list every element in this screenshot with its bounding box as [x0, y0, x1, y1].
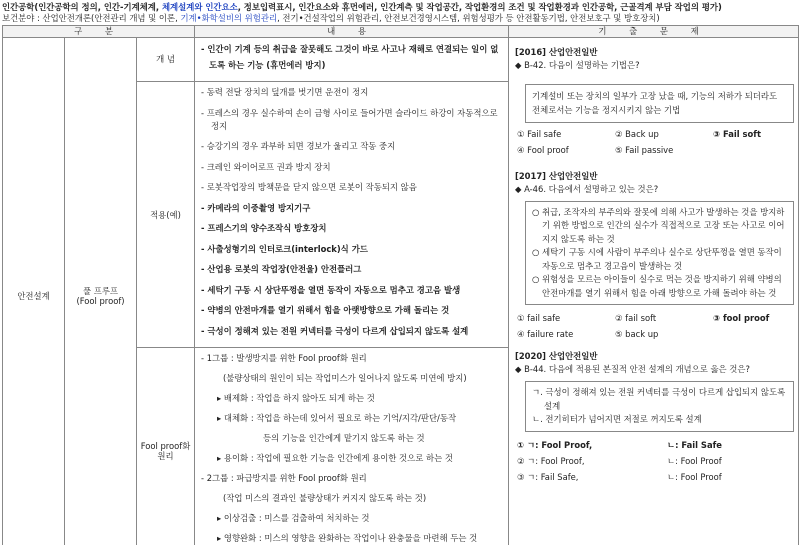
question-statement: ㄴ. 전기히터가 넘어지면 저절로 꺼지도록 설계: [532, 414, 702, 425]
answer-option: ④ failure rate: [517, 329, 574, 340]
exam-q1-year: [2016] 산업안전일반: [515, 47, 598, 57]
exam-q2-options: [517, 313, 794, 339]
example-item: - 크레인 와이어로프 권과 방지 장치: [201, 161, 331, 172]
answer-option-part: ㄴ: Fool Proof: [667, 471, 722, 482]
exam-q2-year: [2017] 산업안전일반: [515, 170, 598, 181]
example-item: - 산업용 로봇의 작업장(안전울) 안전플러그: [201, 264, 362, 275]
exam-q1-box: 기계설비 또는 장치의 일부가 고장 났을 때, 기능의 저하가 되더라도 전체로서는 기능을 정지시키지 않는 기법: [525, 84, 794, 123]
question-statement: ○ 세탁기 구동 시에 사람이 부주의나 실수로 상단뚜껑을 열면 동작이 자동으로 멈추고 경고음이 발생하는 것: [532, 247, 782, 271]
example-item: - 극성이 정해져 있는 전원 커넥터를 극성이 다르게 삽입되지 않도록 설계: [201, 325, 469, 336]
subcategory-name: 풀 프루프: [82, 286, 119, 297]
example-item: - 로봇작업장의 방책문을 닫지 않으면 로봇이 작동되지 않음: [201, 182, 417, 193]
exam-q3-year: [2020] 산업안전일반: [515, 351, 598, 362]
example-item: - 세탁기 구동 시 상단뚜껑을 열면 동작이 자동으로 멈추고 경고음 발생: [201, 284, 461, 295]
example-item: - 사출성형기의 인터로크(interlock)식 가드: [201, 243, 368, 254]
answer-option: ① ㄱ: Fool Proof,: [517, 439, 593, 450]
exam-q2-box: [525, 201, 794, 305]
header-line-2: 보건분야 : 산업안전개론(안전관리 개념 및 이론, 기계•화학설비의 위험관리, 전기•건설작업의 위험관리, 안전보건경영시스템, 위험성평가 등 안전활동기법, 안전보호구 및 방호장치): [2, 13, 660, 23]
answer-option: ⑤ Fail passive: [615, 144, 674, 155]
col-header-gubun: 구 분: [3, 26, 195, 38]
example-item: - 동력 전달 장치의 덮개를 벗기면 운전이 정지: [201, 87, 369, 97]
exam-q1-options: [517, 129, 794, 155]
answer-option-part: ㄴ: Fail Safe: [667, 439, 722, 450]
principle-item: ▸ 배제화 : 작업을 하지 않아도 되게 하는 것: [217, 393, 375, 404]
principles-list: [195, 348, 509, 545]
col-header-content: 내 용: [195, 26, 509, 38]
exam-cell: [509, 38, 799, 545]
question-statement: ○ 위험성을 모르는 아이들이 실수로 먹는 것을 방지하기 위해 약병의 안전마개를 열기 위해서 힘을 아래 방향으로 가해 돌려야 하는 것: [532, 274, 782, 298]
answer-option: ③ Fail soft: [713, 128, 761, 139]
question-statement: ○ 취급, 조작자의 부주의와 잘못에 의해 사고가 발생하는 것을 방지하기 위한 방법으로 인간의 실수가 직접적으로 고장 또는 사고로 이어지지 않도록 하는 것: [532, 207, 785, 244]
example-item: - 약병의 안전마개를 열기 위해서 힘을 아랫방향으로 가해 돌리는 것: [201, 305, 450, 316]
answer-option: ⑤ back up: [615, 329, 659, 340]
principle-item: ▸ 용이화 : 작업에 필요한 기능을 인간에게 용이한 것으로 하는 것: [217, 453, 453, 464]
subcategory-cell: [65, 38, 137, 545]
answer-option: ② fail soft: [615, 313, 657, 324]
header-line-1: 인간공학(인간공학의 정의, 인간-기계체계, 체계설계와 인간요소, 정보입력표시, 인간요소와 휴먼에러, 인간계측 및 작업공간, 작업환경의 조건 및 작업환경과 인간공학, 근골격계 부담 작업의 평가): [2, 2, 722, 12]
concept-text: - 인간이 기계 등의 취급을 잘못해도 그것이 바로 사고나 재해로 연결되는 일이 없도록 하는 기능 (휴먼에러 방지): [195, 38, 509, 82]
content-table: [2, 25, 799, 545]
example-item: - 프레스의 경우 실수하여 손이 금형 사이로 들어가면 슬라이드 하강이 자동적으로 정지: [201, 107, 498, 131]
exam-panel: [509, 38, 798, 482]
example-item: - 승강기의 경우 과부하 되면 경보가 울리고 작동 중지: [201, 141, 396, 152]
col-header-exam: 기 출 문 제: [509, 26, 799, 38]
exam-q3-question: ◆ B-44. 다음에 적용된 본질적 안전 설계의 개념으로 옳은 것은?: [515, 364, 750, 375]
examples-list: [195, 82, 509, 348]
answer-option-part: ㄴ: Fool Proof: [667, 455, 722, 466]
principle-item: ▸ 대체화 : 작업을 하는데 있어서 필요로 하는 기억/지각/판단/동작: [217, 413, 457, 424]
subcategory-english: (Fool proof): [76, 296, 125, 307]
answer-option: ② Back up: [615, 128, 659, 139]
exam-q2-question: ◆ A-46. 다음에서 설명하고 있는 것은?: [515, 183, 659, 194]
principle-item: ▸ 영향완화 : 미스의 영향을 완화하는 작업이나 완충물을 마련해 두는 것: [217, 533, 478, 544]
examples-label: 적용(예): [137, 82, 195, 348]
answer-option: ③ ㄱ: Fail Safe,: [517, 471, 579, 482]
answer-option: ③ fool proof: [713, 313, 770, 324]
answer-option: ① fail safe: [517, 313, 561, 324]
answer-option: ② ㄱ: Fool Proof,: [517, 455, 585, 466]
example-item: - 카메라의 이중촬영 방지기구: [201, 202, 311, 213]
exam-q1-question: ◆ B-42. 다음이 설명하는 기법은?: [515, 60, 640, 71]
principle-item: ▸ 이상검출 : 미스를 검출하여 처치하는 것: [217, 513, 370, 524]
group1-desc: (불량상태의 원인이 되는 작업미스가 일어나지 않도록 미연에 방지): [223, 373, 467, 384]
answer-option: ④ Fool proof: [517, 144, 569, 155]
group2-title: - 2그룹 : 파급방지를 위한 Fool proof화 원리: [201, 473, 367, 484]
question-statement: ㄱ. 극성이 정해져 있는 전원 커넥터를 극성이 다르게 삽입되지 않도록 설계: [532, 387, 786, 411]
exam-q3-box: [525, 381, 794, 431]
example-item: - 프레스기의 양수조작식 방호장치: [201, 223, 327, 234]
group1-title: - 1그룹 : 발생방지를 위한 Fool proof화 원리: [201, 353, 367, 364]
page-header: [2, 2, 798, 24]
exam-q3-options: [517, 440, 794, 482]
group2-desc: (작업 미스의 결과인 불량상태가 커지지 않도록 하는 것): [223, 493, 427, 504]
concept-label: 개 념: [137, 38, 195, 82]
principle-item-cont: 등의 기능을 인간에게 맡기지 않도록 하는 것: [263, 433, 425, 444]
category-cell: 안전설계: [3, 38, 65, 545]
principles-label: Fool proof화 원리: [137, 348, 195, 545]
answer-option: ① Fail safe: [517, 128, 562, 139]
